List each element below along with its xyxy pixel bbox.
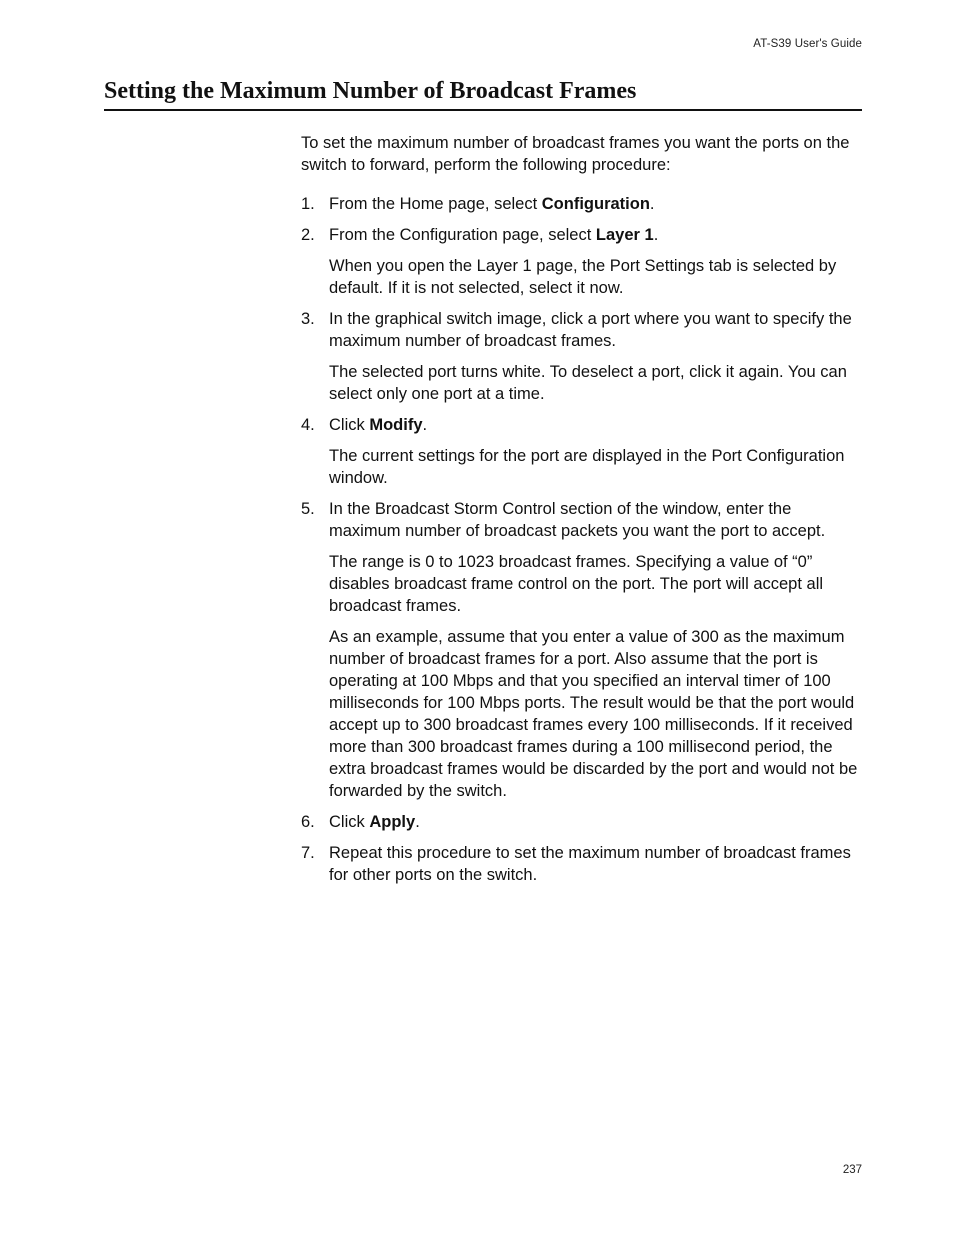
step-number: 3. [301, 310, 315, 328]
step-note: As an example, assume that you enter a value of 300 as the maximum number of broadcast frames for a port. Also assume that the port is operating at 100 Mbps and that you specified an interval timer of 100 milliseconds for 100 Mbps ports. The result would be that the port would accept up to 300 broadcast frames every 100 milliseconds. If it received more than 300 broadcast frames during a 100 millisecond period, the extra broadcast frames would be discarded by the port and would not be forwarded by the switch. [329, 628, 858, 800]
section-title: Setting the Maximum Number of Broadcast Frames [104, 77, 862, 111]
step-instruction [329, 842, 862, 886]
procedure-step [301, 498, 862, 802]
step-instruction [329, 224, 862, 246]
step-text: Click [329, 813, 370, 831]
step-instruction [329, 193, 862, 215]
step-note: The range is 0 to 1023 broadcast frames. Specifying a value of “0” disables broadcast frame control on the port. The port will accept all broadcast frames. [329, 553, 824, 615]
procedure-step [301, 193, 862, 215]
ui-element-name: Apply [369, 813, 416, 831]
step-number: 2. [301, 226, 315, 244]
procedure-step [301, 224, 862, 299]
step-instruction [329, 498, 862, 542]
procedure-step [301, 811, 862, 833]
step-instruction [329, 811, 862, 833]
step-text: From the Configuration page, select [329, 226, 596, 244]
procedure-step [301, 414, 862, 489]
step-number: 5. [301, 500, 315, 518]
body-content [301, 132, 862, 895]
running-header: AT-S39 User's Guide [753, 38, 862, 50]
procedure-steps [301, 193, 862, 886]
step-text-end: . [422, 416, 428, 434]
step-note: The selected port turns white. To deselect a port, click it again. You can select only one port at a time. [329, 363, 847, 403]
step-text: Click [329, 416, 370, 434]
step-text-end: . [653, 226, 659, 244]
procedure-step [301, 308, 862, 405]
procedure-step [301, 842, 862, 886]
step-instruction [329, 414, 862, 436]
step-text: In the graphical switch image, click a port where you want to specify the maximum number of broadcast frames. [329, 310, 852, 350]
step-note: When you open the Layer 1 page, the Port Settings tab is selected by default. If it is not selected, select it now. [329, 257, 837, 297]
ui-element-name: Modify [369, 416, 423, 434]
step-number: 1. [301, 195, 315, 213]
step-instruction [329, 308, 862, 352]
step-text: Repeat this procedure to set the maximum number of broadcast frames for other ports on the switch. [329, 844, 851, 884]
step-text-end: . [649, 195, 655, 213]
ui-element-name: Configuration [541, 195, 650, 213]
step-number: 7. [301, 844, 315, 862]
step-number: 6. [301, 813, 315, 831]
step-text: From the Home page, select [329, 195, 542, 213]
step-text: In the Broadcast Storm Control section of the window, enter the maximum number of broadcast packets you want the port to accept. [329, 500, 826, 540]
intro-paragraph: To set the maximum number of broadcast frames you want the ports on the switch to forward, perform the following procedure: [301, 134, 850, 174]
ui-element-name: Layer 1 [595, 226, 654, 244]
step-note: The current settings for the port are displayed in the Port Configuration window. [329, 447, 845, 487]
step-number: 4. [301, 416, 315, 434]
step-text-end: . [415, 813, 420, 831]
page-number: 237 [842, 1164, 862, 1176]
